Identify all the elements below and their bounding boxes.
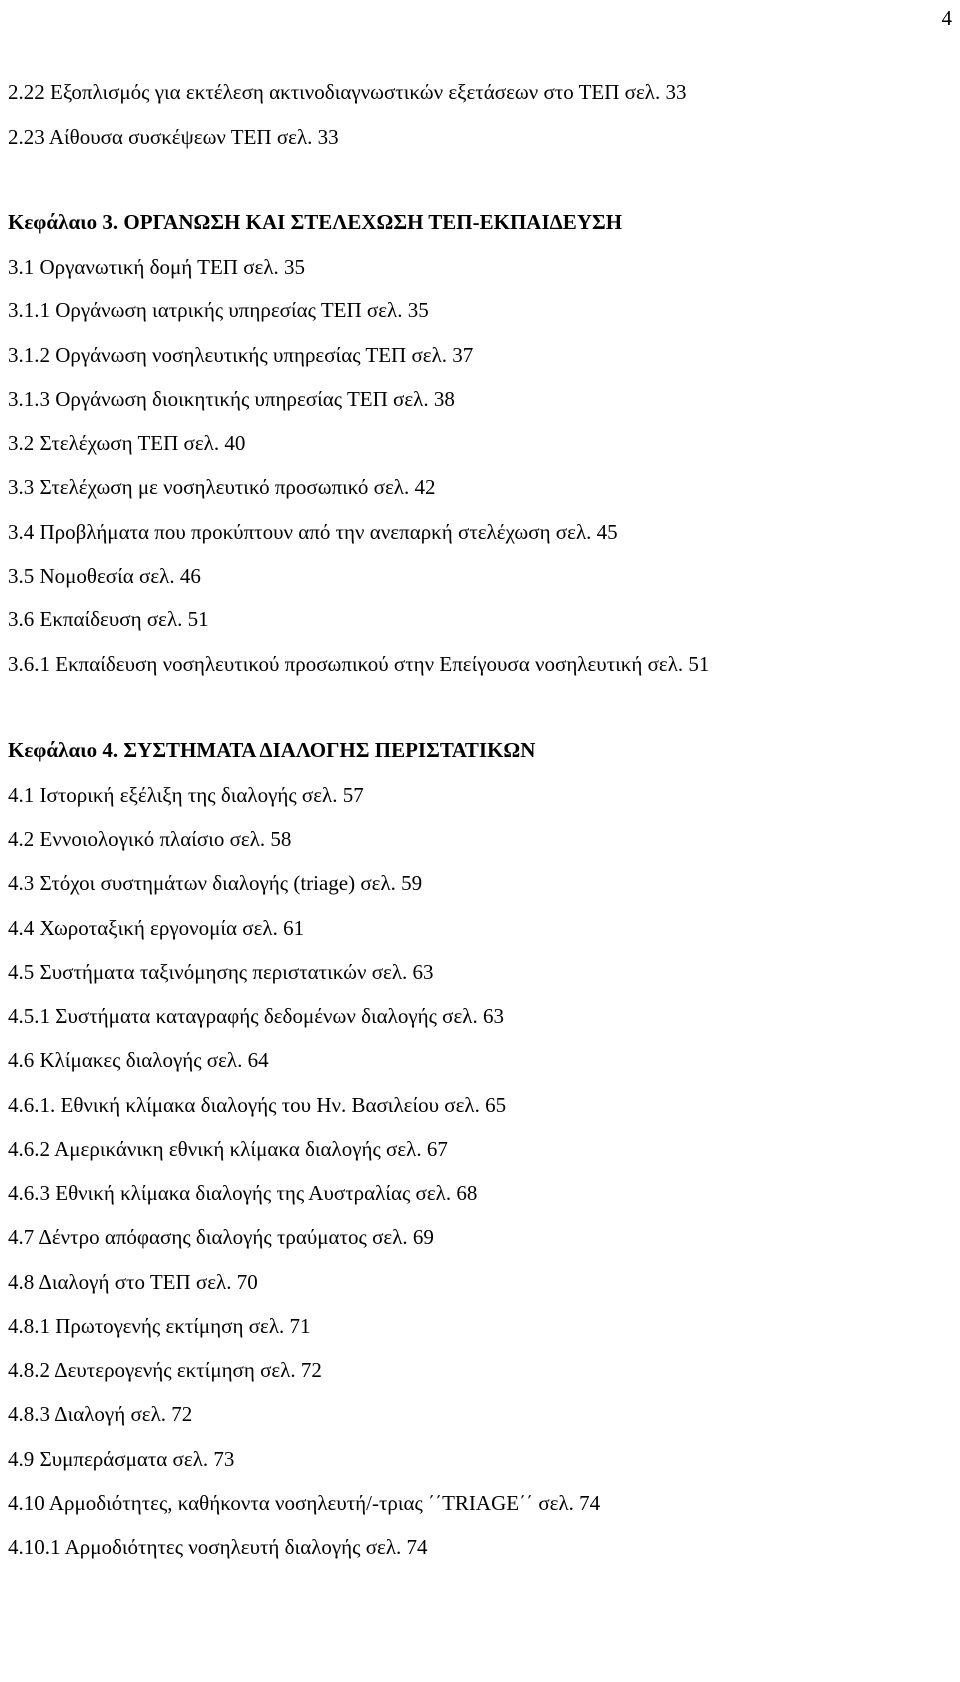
- chapter-heading: Κεφάλαιο 4. ΣΥΣΤΗΜΑΤΑ ΔΙΑΛΟΓΗΣ ΠΕΡΙΣΤΑΤΙΚΩΝ: [8, 738, 536, 762]
- toc-entry: 4.1 Ιστορική εξέλιξη της διαλογής σελ. 57: [8, 783, 364, 807]
- toc-entry: 3.1.3 Οργάνωση διοικητικής υπηρεσίας ΤΕΠ σελ. 38: [8, 387, 455, 411]
- toc-entry: 3.5 Νομοθεσία σελ. 46: [8, 564, 201, 588]
- toc-entry: 3.3 Στελέχωση με νοσηλευτικό προσωπικό σελ. 42: [8, 475, 436, 499]
- toc-entry: 4.9 Συμπεράσματα σελ. 73: [8, 1447, 235, 1471]
- toc-entry: 4.8.1 Πρωτογενής εκτίμηση σελ. 71: [8, 1314, 311, 1338]
- toc-entry: 3.2 Στελέχωση ΤΕΠ σελ. 40: [8, 431, 246, 455]
- toc-entry: 3.1.2 Οργάνωση νοσηλευτικής υπηρεσίας ΤΕΠ σελ. 37: [8, 343, 474, 367]
- toc-entry: 4.8.2 Δευτερογενής εκτίμηση σελ. 72: [8, 1358, 322, 1382]
- toc-entry: 3.6.1 Εκπαίδευση νοσηλευτικού προσωπικού στην Επείγουσα νοσηλευτική σελ. 51: [8, 652, 710, 676]
- toc-entry: 4.6 Κλίμακες διαλογής σελ. 64: [8, 1048, 269, 1072]
- toc-entry: 4.5.1 Συστήματα καταγραφής δεδομένων διαλογής σελ. 63: [8, 1004, 504, 1028]
- toc-entry: 2.22 Εξοπλισμός για εκτέλεση ακτινοδιαγνωστικών εξετάσεων στο ΤΕΠ σελ. 33: [8, 80, 687, 104]
- toc-entry: 3.1.1 Οργάνωση ιατρικής υπηρεσίας ΤΕΠ σελ. 35: [8, 298, 429, 322]
- toc-entry: 4.10 Αρμοδιότητες, καθήκοντα νοσηλευτή/-τριας ΄΄TRIAGE΄΄ σελ. 74: [8, 1491, 601, 1515]
- toc-entry: 4.4 Χωροταξική εργονομία σελ. 61: [8, 916, 305, 940]
- toc-entry: 4.7 Δέντρο απόφασης διαλογής τραύματος σελ. 69: [8, 1225, 434, 1249]
- page-number: 4: [941, 6, 952, 30]
- toc-entry: 4.8.3 Διαλογή σελ. 72: [8, 1402, 193, 1426]
- chapter-heading: Κεφάλαιο 3. ΟΡΓΑΝΩΣΗ ΚΑΙ ΣΤΕΛΕΧΩΣΗ ΤΕΠ-ΕΚΠΑΙΔΕΥΣΗ: [8, 210, 623, 234]
- toc-entry: 3.6 Εκπαίδευση σελ. 51: [8, 607, 209, 631]
- toc-entry: 2.23 Αίθουσα συσκέψεων ΤΕΠ σελ. 33: [8, 125, 339, 149]
- toc-entry: 4.6.3 Εθνική κλίμακα διαλογής της Αυστραλίας σελ. 68: [8, 1181, 478, 1205]
- toc-entry: 4.6.1. Εθνική κλίμακα διαλογής του Ην. Βασιλείου σελ. 65: [8, 1093, 507, 1117]
- toc-entry: 4.2 Εννοιολογικό πλαίσιο σελ. 58: [8, 827, 292, 851]
- toc-entry: 4.3 Στόχοι συστημάτων διαλογής (triage) σελ. 59: [8, 871, 423, 895]
- toc-entry: 3.4 Προβλήματα που προκύπτουν από την ανεπαρκή στελέχωση σελ. 45: [8, 520, 618, 544]
- toc-entry: 4.8 Διαλογή στο ΤΕΠ σελ. 70: [8, 1270, 258, 1294]
- toc-entry: 4.10.1 Αρμοδιότητες νοσηλευτή διαλογής σελ. 74: [8, 1535, 428, 1559]
- toc-entry: 3.1 Οργανωτική δομή ΤΕΠ σελ. 35: [8, 255, 306, 279]
- toc-entry: 4.5 Συστήματα ταξινόμησης περιστατικών σελ. 63: [8, 960, 434, 984]
- toc-entry: 4.6.2 Αμερικάνικη εθνική κλίμακα διαλογής σελ. 67: [8, 1137, 448, 1161]
